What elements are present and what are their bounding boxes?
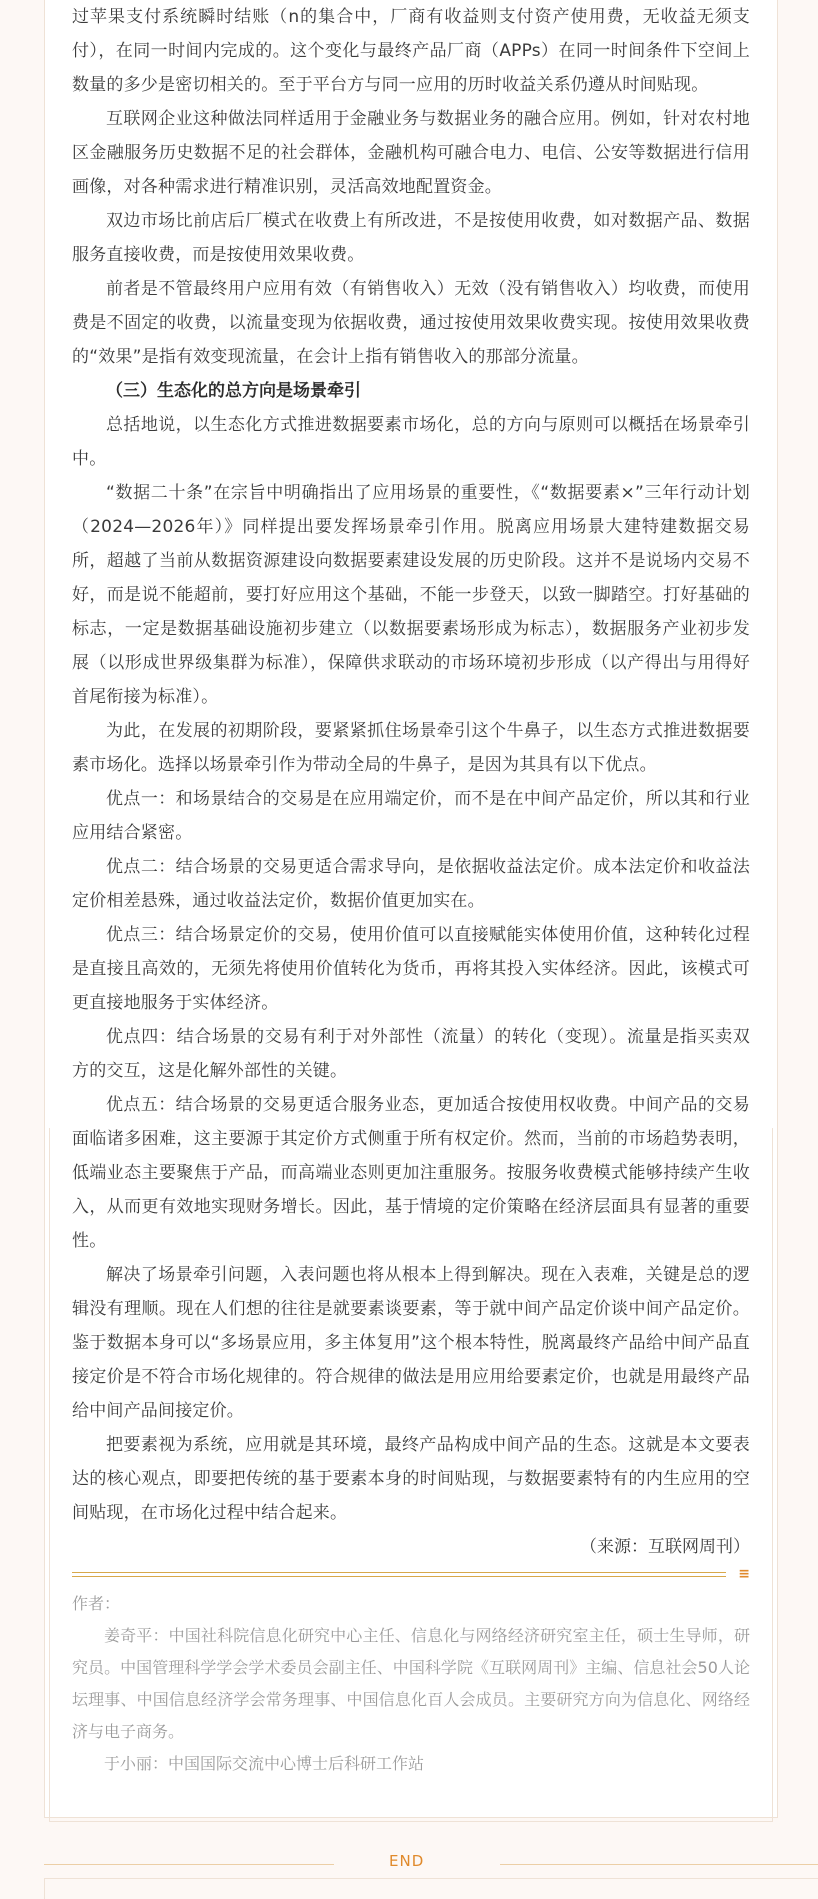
end-marker xyxy=(44,1852,818,1892)
source-credit: （来源：互联网周刊） xyxy=(580,1537,750,1557)
end-label: END xyxy=(389,1852,425,1870)
paragraph: 优点五：结合场景的交易更适合服务业态，更加适合按使用权收费。中间产品的交易面临诸多困难，这主要源于其定价方式侧重于所有权定价。然而，当前的市场趋势表明，低端业态主要聚焦于产品，而高端业态则更加注重服务。按服务收费模式能够持续产生收入，从而更有效地实现财务增长。因此，基于情境的定价策略在经济层面具有显著的重要性。 xyxy=(72,1095,750,1251)
paragraph: “数据二十条”在宗旨中明确指出了应用场景的重要性，《“数据要素×”三年行动计划（2024—2026年）》同样提出要发挥场景牵引作用。脱离应用场景大建特建数据交易所，超越了当前从数据资源建设向数据要素建设发展的历史阶段。这并不是说场内交易不好，而是说不能超前，要打好应用这个基础，不能一步登天，以致一脚踏空。打好基础的标志，一定是数据基础设施初步建立（以数据要素场形成为标志），数据服务产业初步发展（以形成世界级集群为标准），保障供求联动的市场环境初步形成（以产得出与用得好首尾衔接为标准）。 xyxy=(72,483,750,707)
paragraph: 优点二：结合场景的交易更适合需求导向，是依据收益法定价。成本法定价和收益法定价相差悬殊，通过收益法定价，数据价值更加实在。 xyxy=(72,857,750,911)
paragraph: 把要素视为系统，应用就是其环境，最终产品构成中间产品的生态。这就是本文要表达的核心观点，即要把传统的基于要素本身的时间贴现，与数据要素特有的内生应用的空间贴现，在市场化过程中结合起来。 xyxy=(72,1435,750,1523)
author-section xyxy=(72,1588,750,1780)
paragraph: 双边市场比前店后厂模式在收费上有所改进，不是按使用收费，如对数据产品、数据服务直接收费，而是按使用效果收费。 xyxy=(72,211,750,265)
paragraph: 解决了场景牵引问题，入表问题也将从根本上得到解决。现在入表难，关键是总的逻辑没有理顺。现在人们想的往往是就要素谈要素，等于就中间产品定价谈中间产品定价。鉴于数据本身可以“多场景应用，多主体复用”这个根本特性，脱离最终产品给中间产品直接定价是不符合市场化规律的。符合规律的做法是用应用给要素定价，也就是用最终产品给中间产品间接定价。 xyxy=(72,1265,750,1421)
divider-ornament-icon: ≡ xyxy=(738,1566,750,1582)
next-card-edge xyxy=(44,1878,818,1899)
paragraph: 过苹果支付系统瞬时结账（n的集合中，厂商有收益则支付资产使用费，无收益无须支付），在同一时间内完成的。这个变化与最终产品厂商（APPs）在同一时间条件下空间上数量的多少是密切相关的。至于平台方与同一应用的历时收益关系仍遵从时间贴现。 xyxy=(72,7,750,95)
paragraph: 总括地说，以生态化方式推进数据要素市场化，总的方向与原则可以概括在场景牵引中。 xyxy=(72,415,750,469)
paragraph: 优点一：和场景结合的交易是在应用端定价，而不是在中间产品定价，所以其和行业应用结合紧密。 xyxy=(72,789,750,843)
paragraph: 前者是不管最终用户应用有效（有销售收入）无效（没有销售收入）均收费，而使用费是不固定的收费，以流量变现为依据收费，通过按使用效果收费实现。按使用效果收费的“效果”是指有效变现流量，在会计上指有销售收入的那部分流量。 xyxy=(72,279,750,367)
author-bio: 于小丽：中国国际交流中心博士后科研工作站 xyxy=(104,1754,425,1773)
end-line-left xyxy=(44,1864,334,1865)
divider xyxy=(72,1566,750,1582)
paragraph: 为此，在发展的初期阶段，要紧紧抓住场景牵引这个牛鼻子，以生态方式推进数据要素市场化。选择以场景牵引作为带动全局的牛鼻子，是因为其具有以下优点。 xyxy=(72,721,750,775)
section-subheading: （三）生态化的总方向是场景牵引 xyxy=(106,381,361,401)
paragraph: 优点四：结合场景的交易有利于对外部性（流量）的转化（变现）。流量是指买卖双方的交互，这是化解外部性的关键。 xyxy=(72,1027,750,1081)
author-label: 作者： xyxy=(72,1594,121,1613)
article-body-top xyxy=(72,0,750,1780)
paragraph: 互联网企业这种做法同样适用于金融业务与数据业务的融合应用。例如，针对农村地区金融服务历史数据不足的社会群体，金融机构可融合电力、电信、公安等数据进行信用画像，对各种需求进行精准识别，灵活高效地配置资金。 xyxy=(72,109,750,197)
author-bio: 姜奇平：中国社科院信息化研究中心主任、信息化与网络经济研究室主任，硕士生导师，研究员。中国管理科学学会学术委员会副主任、中国科学院《互联网周刊》主编、信息社会50人论坛理事、中国信息经济学会常务理事、中国信息化百人会成员。主要研究方向为信息化、网络经济与电子商务。 xyxy=(72,1626,750,1741)
end-line-right xyxy=(500,1864,818,1865)
paragraph: 优点三：结合场景定价的交易，使用价值可以直接赋能实体使用价值，这种转化过程是直接且高效的，无须先将使用价值转化为货币，再将其投入实体经济。因此，该模式可更直接地服务于实体经济。 xyxy=(72,925,750,1013)
